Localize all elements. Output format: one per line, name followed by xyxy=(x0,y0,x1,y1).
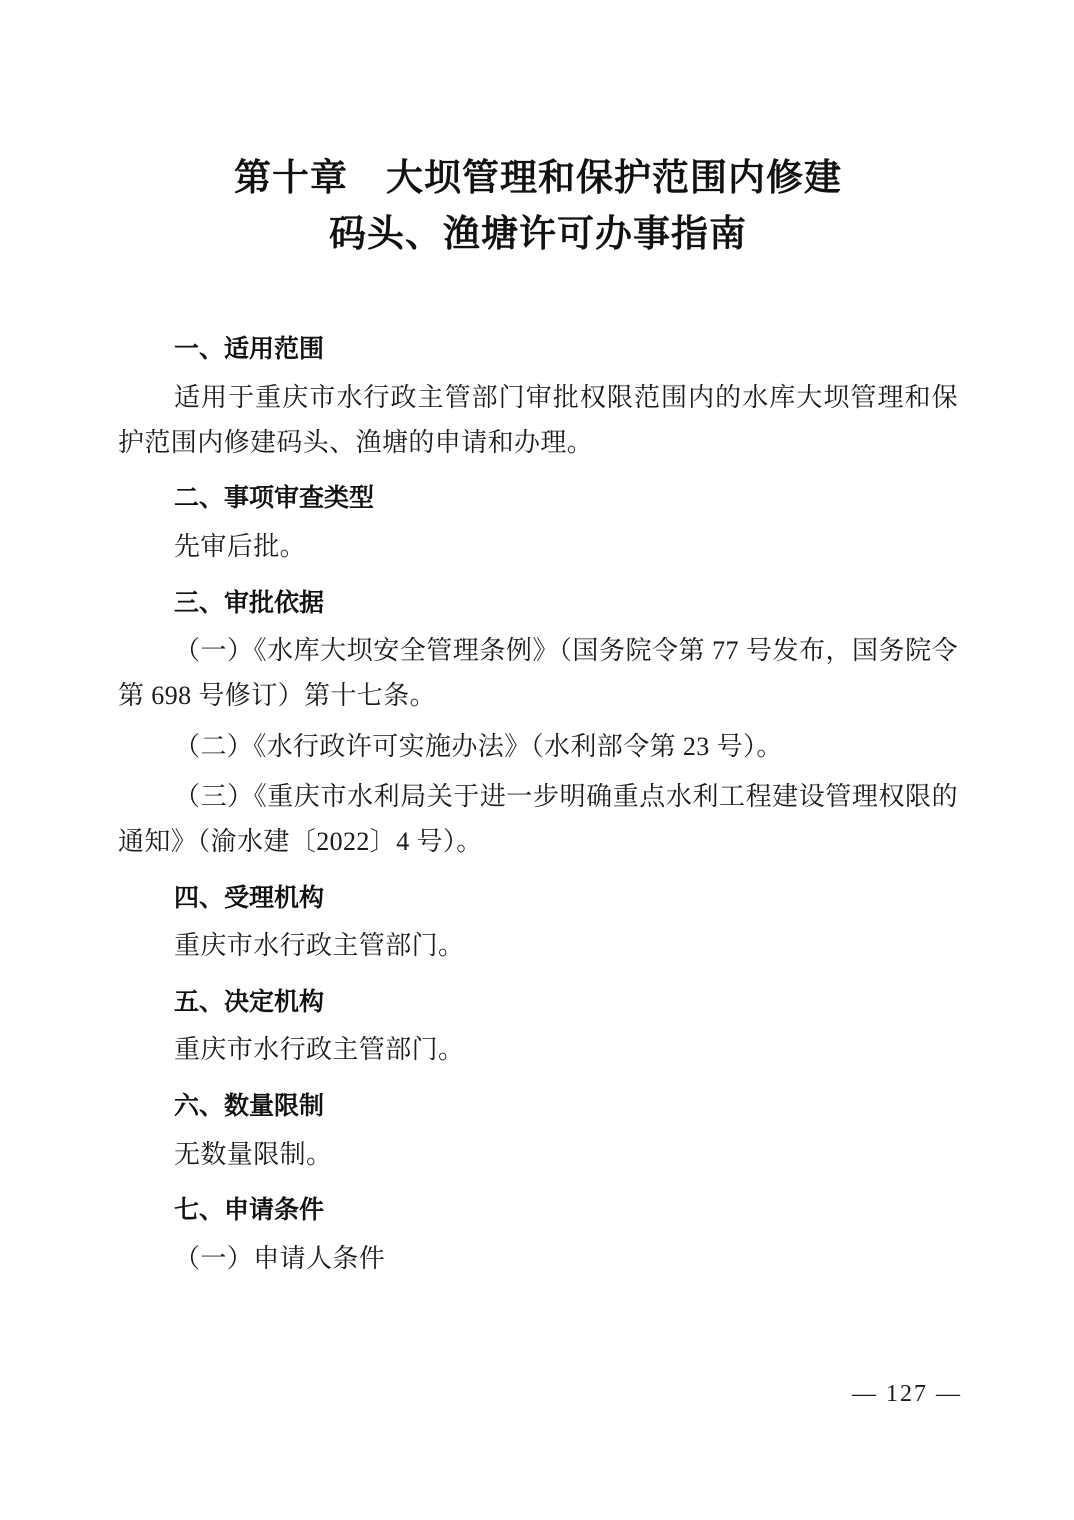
section-paragraph-2-1: 先审后批。 xyxy=(174,531,307,561)
page-title-line-1: 第十章 大坝管理和保护范围内修建 xyxy=(234,156,842,199)
document-body xyxy=(118,150,958,1288)
page-title-line-2: 码头、渔塘许可办事指南 xyxy=(329,212,747,256)
page-title xyxy=(118,150,958,262)
section-paragraph-4-1: 重庆市水行政主管部门。 xyxy=(174,931,465,961)
section-paragraph-3-1: （一）《水库大坝安全管理条例》（国务院令第 77 号发布，国务院令第 698 号修订）第十七条。 xyxy=(118,636,958,710)
section-paragraph-3-2: （二）《水行政许可实施办法》（水利部令第 23 号）。 xyxy=(174,731,783,761)
section-paragraph-7-1: （一）申请人条件 xyxy=(174,1243,386,1273)
section-paragraph-1-1: 适用于重庆市水行政主管部门审批权限范围内的水库大坝管理和保护范围内修建码头、渔塘的申请和办理。 xyxy=(118,382,958,457)
title-spacer xyxy=(118,262,958,316)
section-paragraph-5-1: 重庆市水行政主管部门。 xyxy=(174,1035,465,1065)
section-heading-4: 四、受理机构 xyxy=(174,882,325,912)
section-heading-1: 一、适用范围 xyxy=(174,334,325,364)
section-heading-3: 三、审批依据 xyxy=(174,587,325,617)
page-number: — 127 — xyxy=(852,1381,962,1407)
section-heading-6: 六、数量限制 xyxy=(174,1091,325,1121)
section-heading-7: 七、申请条件 xyxy=(174,1195,325,1225)
section-paragraph-3-3: （三）《重庆市水利局关于进一步明确重点水利工程建设管理权限的通知》（渝水建〔2022〕4 号）。 xyxy=(118,782,958,856)
section-paragraph-6-1: 无数量限制。 xyxy=(174,1139,333,1169)
section-heading-2: 二、事项审查类型 xyxy=(174,483,375,513)
section-heading-5: 五、决定机构 xyxy=(174,986,325,1016)
